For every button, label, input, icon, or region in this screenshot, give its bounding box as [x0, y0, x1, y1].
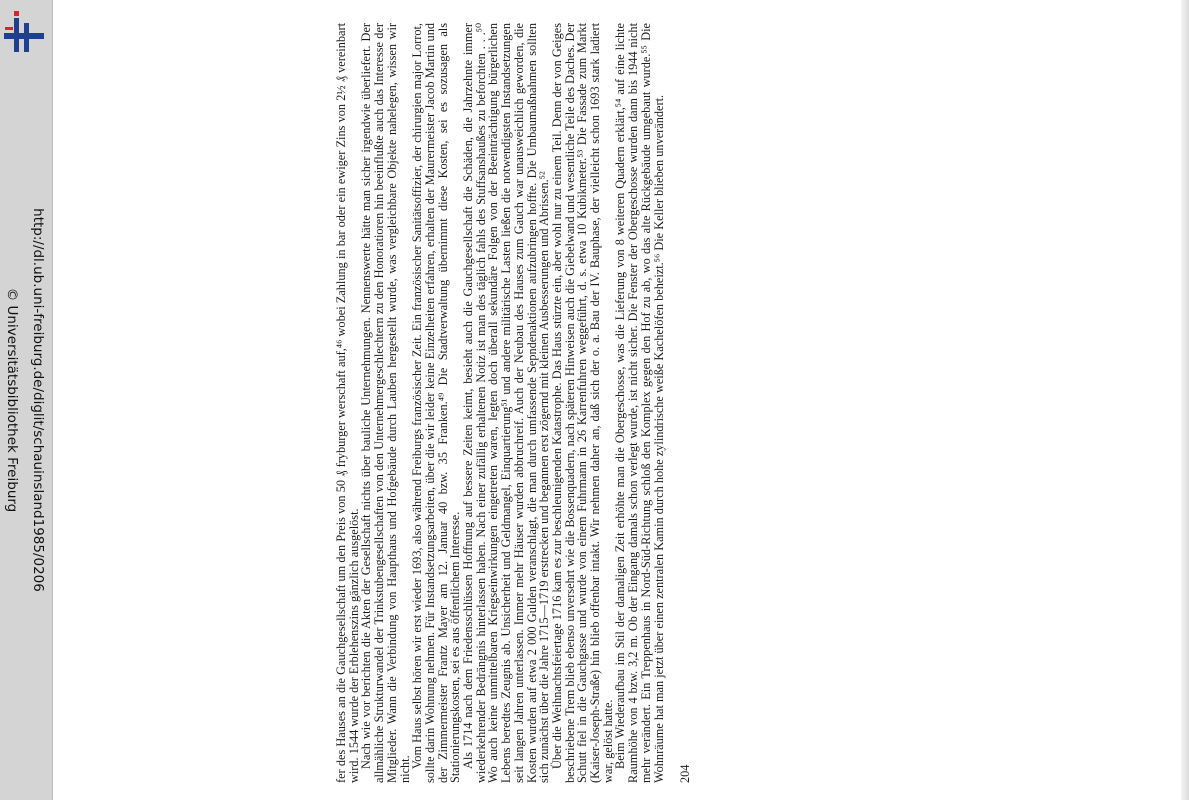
paragraph-2: Nach wie vor berichten die Akten der Gesellschaft nichts über bauliche Unternehmungen. Nennenswerte hätte man sicher irgendwie überliefert. Der allmähliche Strukturwandel der Trinkstubengesellschaften von den Unternehmergeschlechtern zu den Honoratioren hin beeinflußte auch das Interesse der Mitglieder. Wann die Verbindung von Haupthaus und Hofgebäude durch Lauben hergestellt wurde, was vergleichbare Objekte nahelegen, wissen wir nicht.	[359, 23, 412, 783]
sidebar	[0, 0, 53, 800]
copyright-notice: © Universitätsbibliothek Freiburg	[4, 287, 20, 513]
paragraph-3: Vom Haus selbst hören wir erst wieder 1693, also während Freiburgs französischer Zeit. Ein französischer Sanitätsoffizier, der chirurgien major Lorrot, sollte darin Wohnung nehmen. Für Instandsetzungsarbeiten, über die wir leider keine Einzelheiten erfahren, erhalten der Maurermeister Jacob Martin und der Zimmermeister Frantz Mayer am 12. Januar 40 bzw. 35 Franken.⁴⁹ Die Stadtverwaltung übernimmt diese Kosten, sei es sozusagen als Stationierungskosten, sei es aus öffentlichem Interesse.	[410, 23, 463, 783]
page-number: 204	[678, 764, 693, 783]
paragraph-5: Über die Weihnachtsfeiertage 1716 kam es zur beschleunigenden Katastrophe. Das Haus stürzte ein, aber wohl nur zu einem Teil. Denn der von Geiges beschriebene Trem blieb ebenso unversehrt wie die Bossenquadern, nach späteren Hinweisen auch die Giebelwand und wesentliche Teile des Daches. Der Schutt fiel in die Gauchgasse und wurde von einem Fuhrmann in 26 Karrenfuhren weggeführt, d. s. etwa 10 Kubikmeter.⁵³ Die Fassade zum Markt (Kaiser-Joseph-Straße) hin blieb offenbar intakt. Wir nehmen daher an, daß sich der o. a. Bau der IV. Bauphase, der vielleicht schon 1693 stark ladiert war, gelöst hatte.	[549, 23, 615, 783]
page-url[interactable]: http://dl.ub.uni-freiburg.de/diglit/schauinsland1985/0206	[30, 208, 46, 592]
paragraph-4: Als 1714 nach dem Friedensschlüssen Hoffnung auf bessere Zeiten keimt, besieht auch die Gauchgesellschaft die Schäden, die Jahrzehnte immer wiederkehrender Bedrängnis hinterlassen haben. Nach einer zufällig erhaltenen Notiz ist man des täglich fahls des Stuffsanshaußes zu beforchten . . .⁵⁰ Wo auch keine unmittelbaren Kriegseinwirkungen eingetreten waren, legten doch überall sekundäre Folgen von der Beeinträchtigung bürgerlichen Lebens beredtes Zeugnis ab. Unsicherheit und Geldmangel, Einquartierung⁵¹ und andere militärische Lasten ließen die notwendigsten Instandsetzungen seit langen Jahren unterlassen. Immer mehr Häuser wurden abbruchreif. Auch der Neubau des Hauses zum Gauch war unausweichlich geworden, die Kosten wurden auf etwa 2 000 Gulden veranschlagt, die man durch umfassende Sepndenaktionen aufzubringen hoffte. Die Umbaumaßnahmen sollten sich zunächst über die Jahre 1715—1719 erstrecken und begannen erst zögernd mit kleinen Ausbesserungen und Abrissen.⁵²	[461, 23, 552, 783]
page-content	[335, 23, 855, 783]
paragraph-1: fer des Hauses an die Gauchgesellschaft um den Preis von 50 ₰ fryburger werschaft auf,⁴⁶ wobei Zahlung in bar oder ein ewiger Zins von 2½ ₰ vereinbart wird. 1544 wurde der Erblehenszins gänzlich ausgelöst.	[334, 23, 361, 783]
ub-freiburg-logo-icon	[2, 6, 48, 52]
scanned-page	[335, 23, 855, 783]
paragraph-6: Beim Wiederaufbau im Stil der damaligen Zeit erhöhte man die Obergeschosse, was die Lieferung von 8 weiteren Quadern erklärt,⁵⁴ auf eine lichte Raumhöhe von 4 bzw. 3,2 m. Ob der Eingang damals schon verlegt wurde, ist nicht sicher. Die Fenster der Obergeschosse wurden dann bis 1944 nicht mehr verändert. Ein Treppenhaus in Nord-Süd-Richtung schloß den Komplex gegen den Hof zu ab, wo das alte Rückgebäude umgebaut wurde.⁵⁵ Die Wohnräume hat man jetzt über einen zentralen Kamin durch hohe zylindrische weiße Kachelöfen beheizt.⁵⁶ Die Keller blieben unverändert.	[613, 23, 666, 783]
viewer-right-edge	[1181, 0, 1189, 800]
